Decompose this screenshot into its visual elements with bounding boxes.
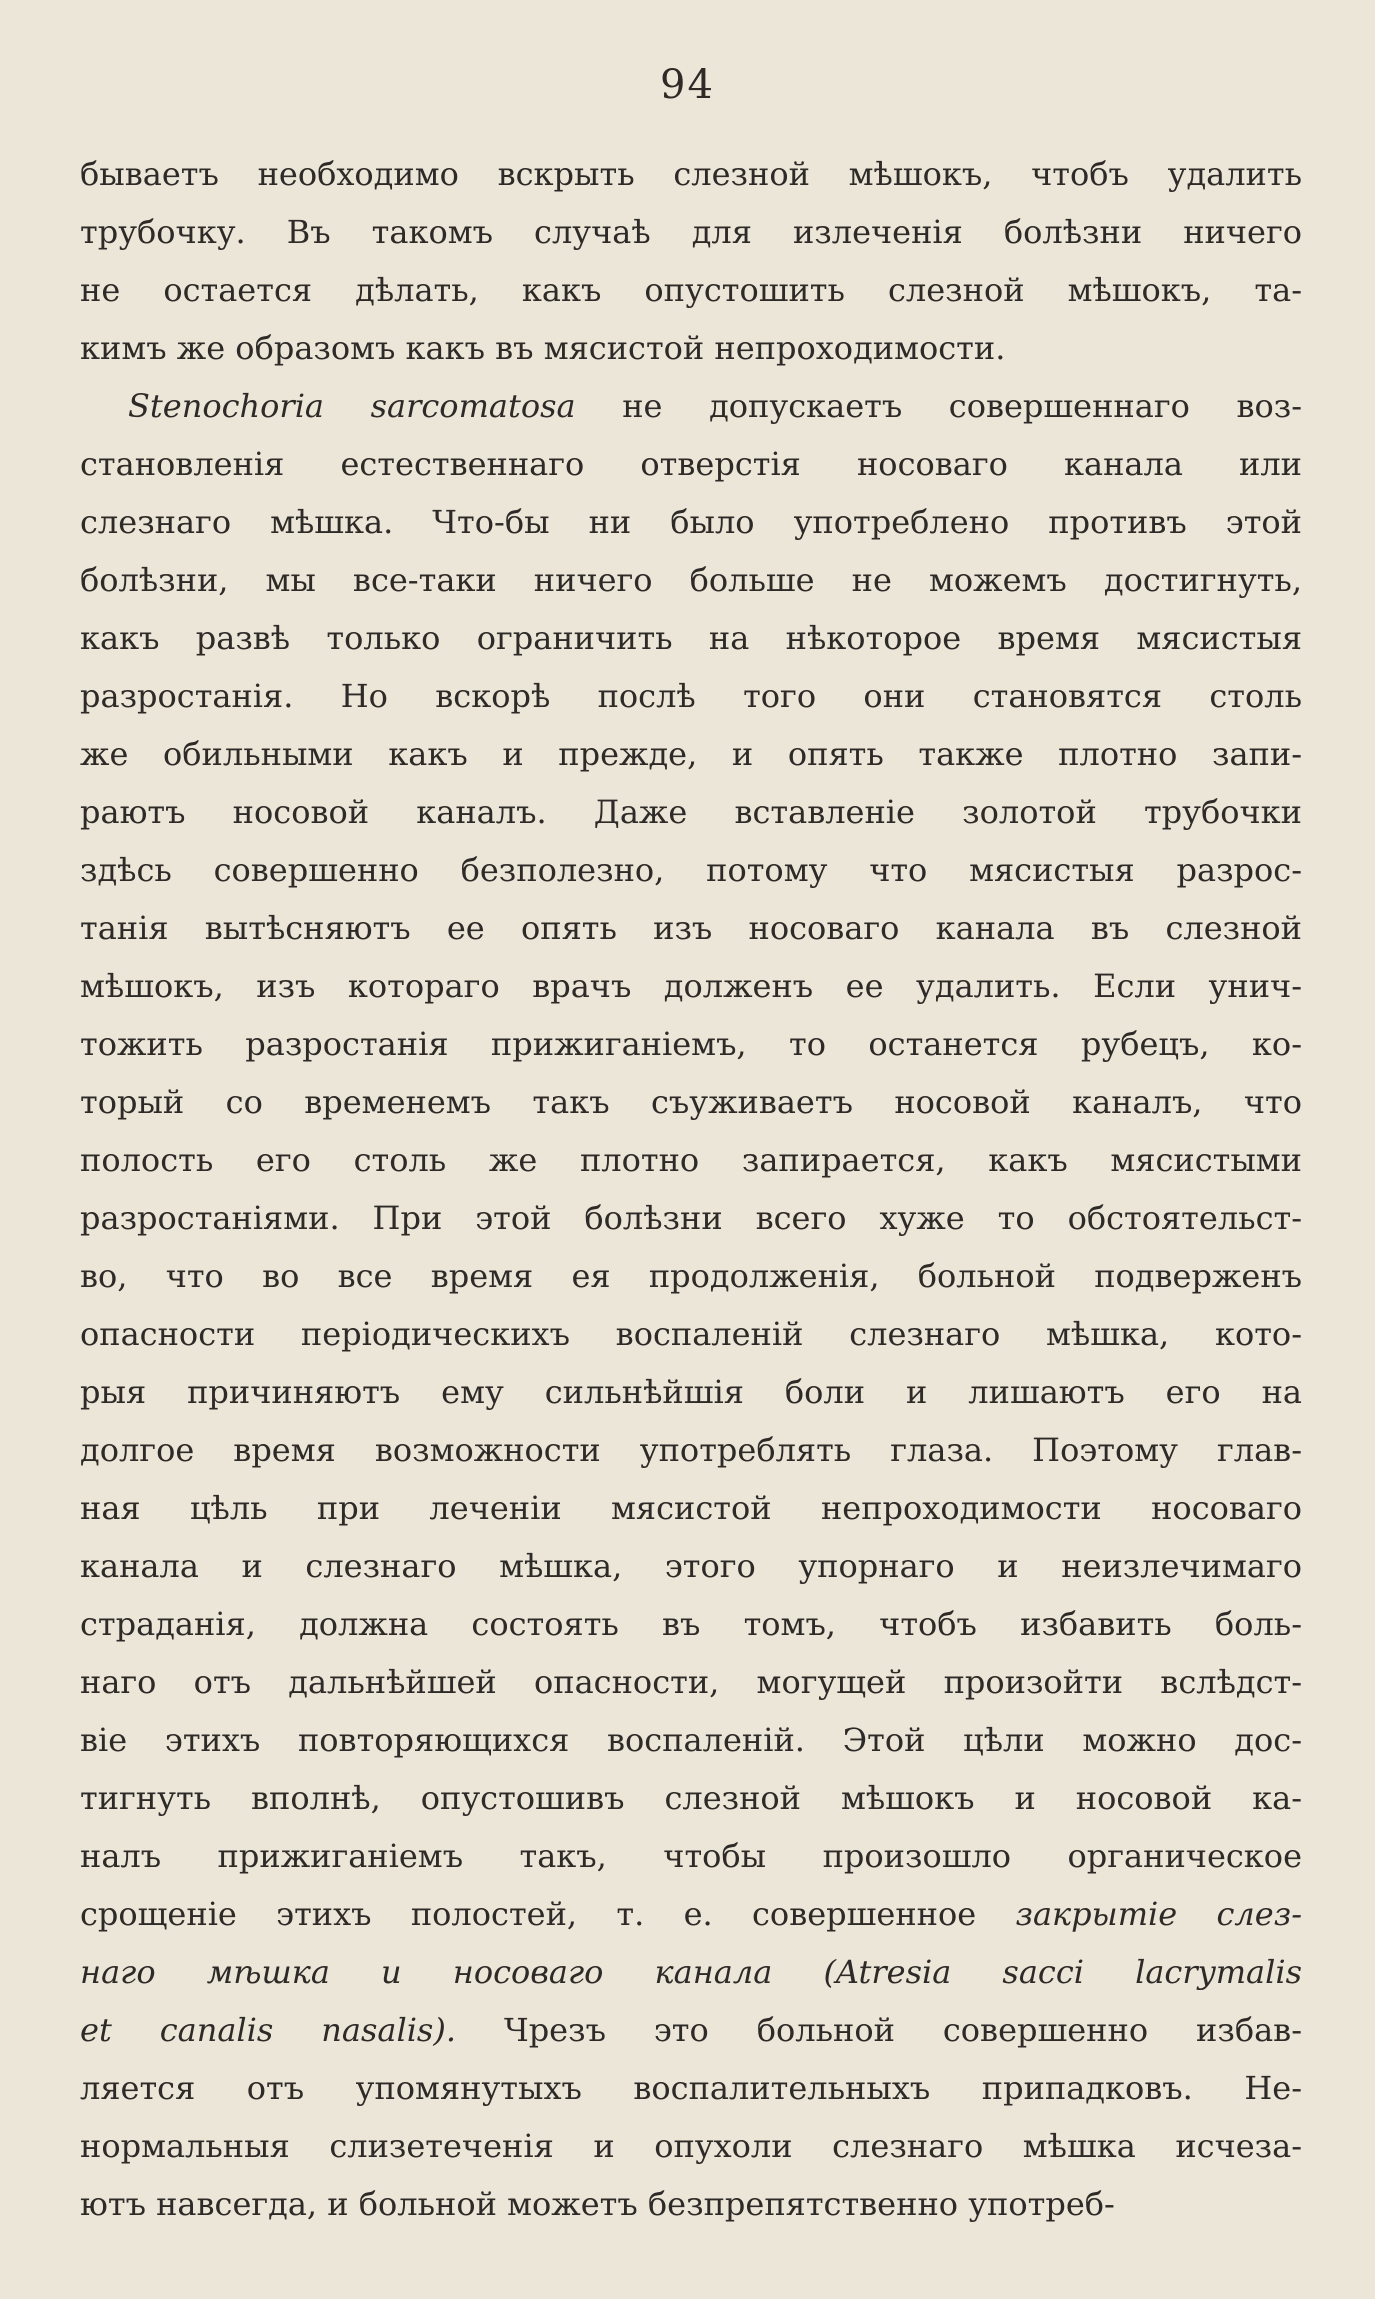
text-line bbox=[80, 1305, 1302, 1363]
text-line bbox=[80, 609, 1302, 667]
text-line bbox=[80, 551, 1302, 609]
text-segment: віе этихъ повторяющихся воспаленій. Этой цѣли можно дос- bbox=[80, 1721, 1302, 1759]
text-line bbox=[80, 1189, 1302, 1247]
text-line bbox=[80, 1247, 1302, 1305]
text-segment: не остается дѣлать, какъ опустошить слезной мѣшокъ, та- bbox=[80, 271, 1302, 309]
text-line bbox=[80, 1015, 1302, 1073]
text-line bbox=[80, 725, 1302, 783]
text-line bbox=[80, 2175, 1302, 2233]
text-segment: становленія естественнаго отверстія носоваго канала или bbox=[80, 445, 1302, 483]
text-line bbox=[80, 493, 1302, 551]
text-line bbox=[80, 145, 1302, 203]
text-line bbox=[80, 1131, 1302, 1189]
text-line bbox=[80, 319, 1302, 377]
text-segment: торый со временемъ такъ съуживаетъ носовой каналъ, что bbox=[80, 1083, 1302, 1121]
text-segment: канала и слезнаго мѣшка, этого упорнаго и неизлечимаго bbox=[80, 1547, 1302, 1585]
text-segment: болѣзни, мы все-таки ничего больше не можемъ достигнуть, bbox=[80, 561, 1302, 599]
text-segment: не допускаетъ совершеннаго воз- bbox=[575, 387, 1303, 425]
text-segment: ная цѣль при леченіи мясистой непроходимости носоваго bbox=[80, 1489, 1302, 1527]
text-segment: во, что во все время ея продолженія, больной подверженъ bbox=[80, 1257, 1302, 1295]
text-line bbox=[80, 203, 1302, 261]
text-line bbox=[80, 1421, 1302, 1479]
text-segment: Чрезъ это больной совершенно избав- bbox=[456, 2011, 1303, 2049]
text-segment: раютъ носовой каналъ. Даже вставленіе золотой трубочки bbox=[80, 793, 1302, 831]
text-line bbox=[80, 1827, 1302, 1885]
text-segment: тожить разростанія прижиганіемъ, то останется рубецъ, ко- bbox=[80, 1025, 1302, 1063]
text-line bbox=[80, 261, 1302, 319]
body-text bbox=[80, 145, 1302, 2233]
text-line bbox=[80, 1711, 1302, 1769]
text-segment: разростанія. Но вскорѣ послѣ того они становятся столь bbox=[80, 677, 1302, 715]
text-segment: бываетъ необходимо вскрыть слезной мѣшокъ, чтобъ удалить bbox=[80, 155, 1302, 193]
text-line bbox=[80, 1595, 1302, 1653]
text-segment: ляется отъ упомянутыхъ воспалительныхъ припадковъ. Не- bbox=[80, 2069, 1302, 2107]
text-line bbox=[80, 2059, 1302, 2117]
text-line bbox=[80, 2117, 1302, 2175]
text-segment: трубочку. Въ такомъ случаѣ для излеченія болѣзни ничего bbox=[80, 213, 1302, 251]
text-line bbox=[80, 667, 1302, 725]
text-segment: рыя причиняютъ ему сильнѣйшія боли и лишаютъ его на bbox=[80, 1373, 1302, 1411]
text-segment: долгое время возможности употреблять глаза. Поэтому глав- bbox=[80, 1431, 1302, 1469]
italic-segment: наго мѣшка и носоваго канала (Atresia sacci lacrymalis bbox=[80, 1953, 1302, 1991]
text-segment: опасности періодическихъ воспаленій слезнаго мѣшка, кото- bbox=[80, 1315, 1302, 1353]
text-segment: нормальныя слизетеченія и опухоли слезнаго мѣшка исчеза- bbox=[80, 2127, 1302, 2165]
text-segment: разростаніями. При этой болѣзни всего хуже то обстоятельст- bbox=[80, 1199, 1302, 1237]
text-line bbox=[80, 899, 1302, 957]
text-segment: полость его столь же плотно запирается, какъ мясистыми bbox=[80, 1141, 1302, 1179]
text-line bbox=[80, 1537, 1302, 1595]
text-line bbox=[80, 1073, 1302, 1131]
text-segment: здѣсь совершенно безполезно, потому что мясистыя разрос- bbox=[80, 851, 1302, 889]
italic-segment: закрытіе слез- bbox=[1015, 1895, 1303, 1933]
text-segment: танія вытѣсняютъ ее опять изъ носоваго канала въ слезной bbox=[80, 909, 1302, 947]
text-segment: какъ развѣ только ограничить на нѣкоторое время мясистыя bbox=[80, 619, 1302, 657]
text-line bbox=[80, 1363, 1302, 1421]
text-line bbox=[80, 1479, 1302, 1537]
text-line bbox=[80, 1885, 1302, 1943]
text-line bbox=[80, 957, 1302, 1015]
text-segment: тигнуть вполнѣ, опустошивъ слезной мѣшокъ и носовой ка- bbox=[80, 1779, 1302, 1817]
text-line bbox=[80, 377, 1302, 435]
page-number: 94 bbox=[660, 62, 715, 108]
text-segment: наго отъ дальнѣйшей опасности, могущей произойти вслѣдст- bbox=[80, 1663, 1302, 1701]
italic-segment: Stenochoria sarcomatosa bbox=[128, 387, 576, 425]
text-segment: ютъ навсегда, и больной можетъ безпрепятственно употреб- bbox=[80, 2185, 1115, 2223]
text-segment: страданія, должна состоять въ томъ, чтобъ избавить боль- bbox=[80, 1605, 1302, 1643]
text-line bbox=[80, 783, 1302, 841]
text-line bbox=[80, 1943, 1302, 2001]
text-segment: слезнаго мѣшка. Что-бы ни было употреблено противъ этой bbox=[80, 503, 1302, 541]
text-segment: кимъ же образомъ какъ въ мясистой непроходимости. bbox=[80, 329, 1006, 367]
text-line bbox=[80, 1653, 1302, 1711]
text-line bbox=[80, 1769, 1302, 1827]
text-line bbox=[80, 2001, 1302, 2059]
text-segment: налъ прижиганіемъ такъ, чтобы произошло органическое bbox=[80, 1837, 1302, 1875]
text-line bbox=[80, 435, 1302, 493]
text-segment: же обильными какъ и прежде, и опять также плотно запи- bbox=[80, 735, 1302, 773]
text-segment: срощеніе этихъ полостей, т. е. совершенное bbox=[80, 1895, 1016, 1933]
text-line bbox=[80, 841, 1302, 899]
text-segment: мѣшокъ, изъ котораго врачъ долженъ ее удалить. Если унич- bbox=[80, 967, 1302, 1005]
italic-segment: et canalis nasalis). bbox=[80, 2011, 457, 2049]
